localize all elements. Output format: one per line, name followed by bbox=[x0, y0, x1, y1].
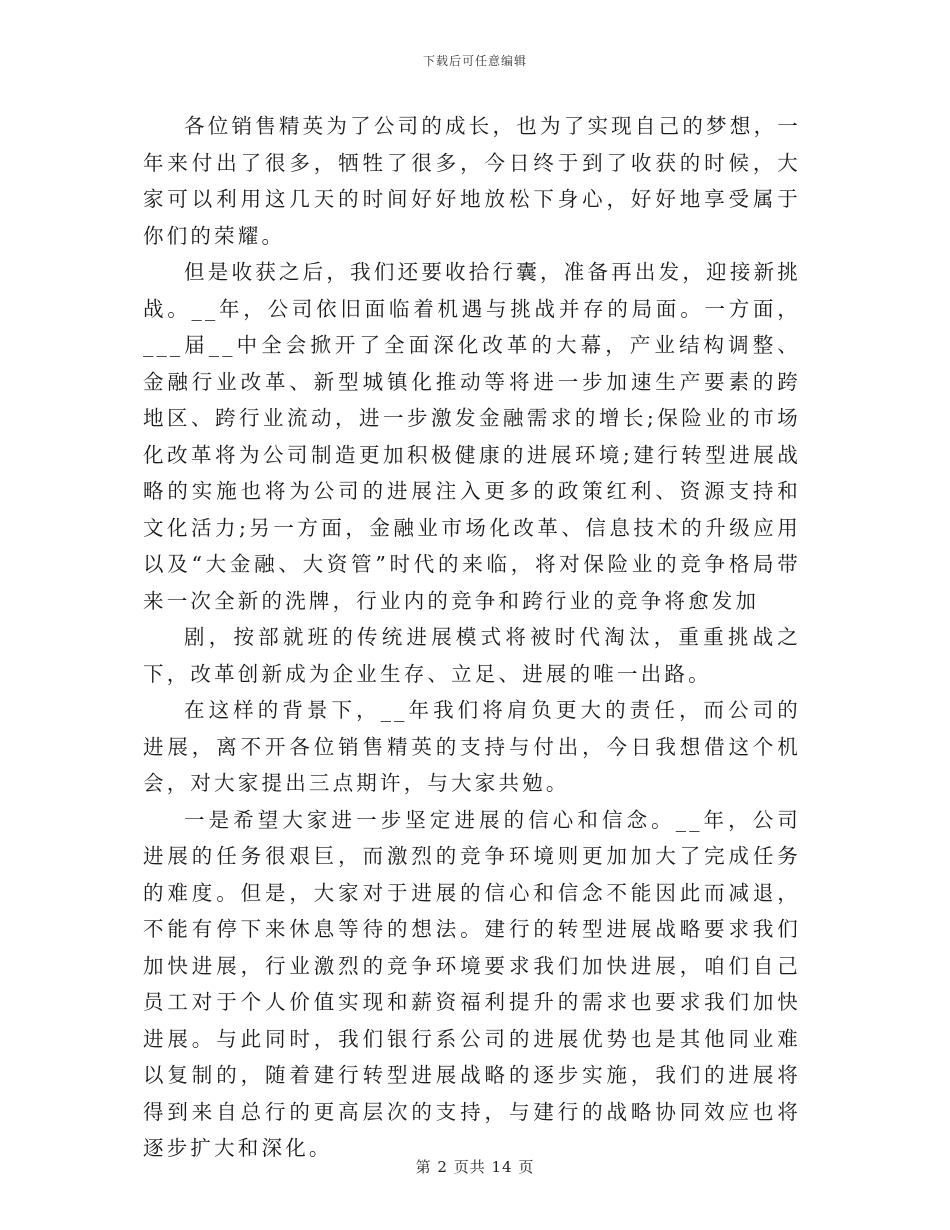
paragraph-3: 剧，按部就班的传统进展模式将被时代淘汰，重重挑战之下，改革创新成为企业生存、立足、进展的唯一出路。 bbox=[143, 625, 801, 686]
document-body bbox=[143, 108, 801, 1167]
page-header: 下载后可任意编辑 bbox=[422, 54, 527, 68]
page-footer: 第 2 页共 14 页 bbox=[415, 1158, 535, 1176]
paragraph-2: 但是收获之后，我们还要收拾行囊，准备再出发，迎接新挑战。__年，公司依旧面临着机遇与挑战并存的局面。一方面，___届__中全会掀开了全面深化改革的大幕，产业结构调整、金融行业改革、新型城镇化推动等将进一步加速生产要素的跨地区、跨行业流动，进一步激发金融需求的增长;保险业的市场化改革将为公司制造更加积极健康的进展环境;建行转型进展战略的实施也将为公司的进展注入更多的政策红利、资源支持和文化活力;另一方面，金融业市场化改革、信息技术的升级应用以及“大金融、大资管”时代的来临，将对保险业的竞争格局带来一次全新的洗牌，行业内的竞争和跨行业的竞争将愈发加 bbox=[143, 260, 801, 613]
paragraph-4: 在这样的背景下，__年我们将肩负更大的责任，而公司的进展，离不开各位销售精英的支持与付出，今日我想借这个机会，对大家提出三点期许，与大家共勉。 bbox=[143, 698, 801, 795]
paragraph-5: 一是希望大家进一步坚定进展的信心和信念。__年，公司进展的任务很艰巨，而激烈的竞争环境则更加加大了完成任务的难度。但是，大家对于进展的信心和信念不能因此而减退，不能有停下来休息等待的想法。建行的转型进展战略要求我们加快进展，行业激烈的竞争环境要求我们加快进展，咱们自己员工对于个人价值实现和薪资福利提升的需求也要求我们加快进展。与此同时，我们银行系公司的进展优势也是其他同业难以复制的，随着建行转型进展战略的逐步实施，我们的进展将得到来自总行的更高层次的支持，与建行的战略协同效应也将逐步扩大和深化。 bbox=[143, 807, 801, 1160]
paragraph-1: 各位销售精英为了公司的成长，也为了实现自己的梦想，一年来付出了很多，牺牲了很多，今日终于到了收获的时候，大家可以利用这几天的时间好好地放松下身心，好好地享受属于你们的荣耀。 bbox=[143, 114, 801, 248]
